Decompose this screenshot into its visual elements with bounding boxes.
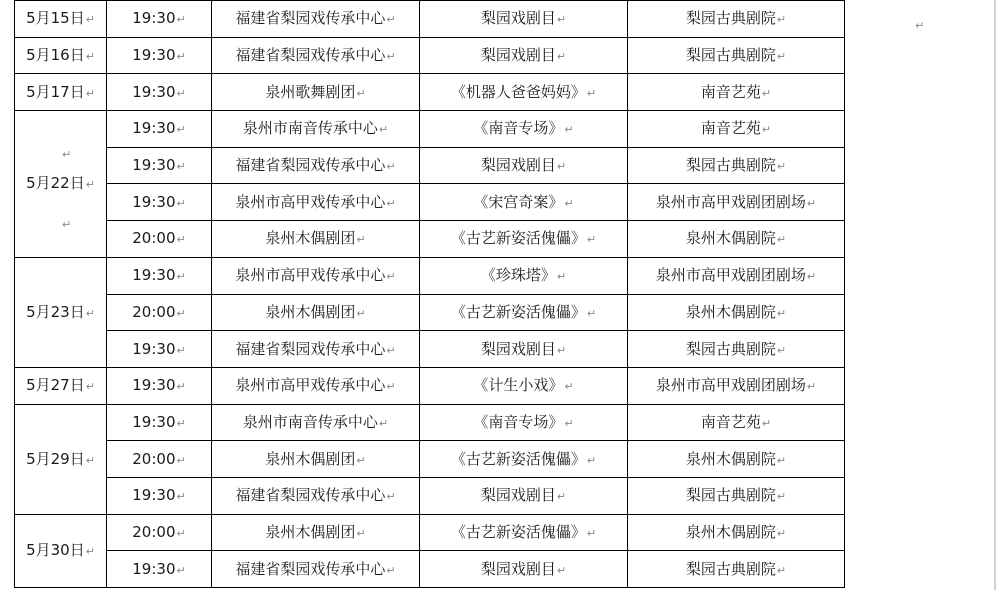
paragraph-mark: ↵ <box>176 86 186 100</box>
troupe-cell-text: 福建省梨园戏传承中心 <box>235 46 386 65</box>
paragraph-mark: ↵ <box>386 343 396 357</box>
paragraph-mark: ↵ <box>776 563 787 577</box>
paragraph-mark: ↵ <box>176 526 186 540</box>
paragraph-mark: ↵ <box>761 86 772 100</box>
time-cell-text: 19:30 <box>132 412 176 431</box>
time-cell <box>107 37 212 74</box>
venue-cell-text: 梨园古典剧院 <box>685 9 776 28</box>
paragraph-mark: ↵ <box>806 270 817 284</box>
venue-cell <box>628 37 845 74</box>
venue-cell-text: 泉州市高甲戏剧团剧场 <box>655 192 806 211</box>
paragraph-mark: ↵ <box>556 270 567 284</box>
program-cell <box>420 331 628 368</box>
paragraph-mark: ↵ <box>176 50 186 64</box>
paragraph-mark: ↵ <box>586 86 597 100</box>
paragraph-mark: ↵ <box>356 526 366 540</box>
program-cell-text: 《古艺新姿活傀儡》 <box>450 302 586 321</box>
program-cell-text: 《珍珠塔》 <box>480 266 556 285</box>
time-cell <box>107 441 212 478</box>
program-cell <box>420 441 628 478</box>
paragraph-mark: ↵ <box>176 233 186 247</box>
time-cell-text: 20:00 <box>132 522 176 541</box>
performance-schedule-table <box>14 0 995 588</box>
troupe-cell-text: 泉州木偶剧团 <box>265 449 356 468</box>
time-cell <box>107 404 212 441</box>
venue-cell <box>628 367 845 404</box>
date-cell <box>15 514 107 587</box>
date-cell-text: 5月23日 <box>26 302 85 321</box>
program-cell <box>420 551 628 588</box>
date-cell <box>15 111 107 258</box>
paragraph-mark: ↵ <box>356 453 366 467</box>
venue-cell <box>628 477 845 514</box>
troupe-cell-text: 泉州木偶剧团 <box>265 522 356 541</box>
paragraph-mark: ↵ <box>776 306 787 320</box>
program-cell-text: 梨园戏剧目 <box>480 486 556 505</box>
program-cell-text: 《古艺新姿活傀儡》 <box>450 522 586 541</box>
paragraph-mark: ↵ <box>85 545 95 559</box>
paragraph-mark: ↵ <box>556 13 567 27</box>
program-cell-text: 梨园戏剧目 <box>480 9 556 28</box>
venue-cell-text: 梨园古典剧院 <box>685 46 776 65</box>
troupe-cell <box>212 221 420 258</box>
paragraph-mark: ↵ <box>356 86 366 100</box>
paragraph-mark: ↵ <box>776 490 787 504</box>
program-cell <box>420 367 628 404</box>
program-cell-text: 梨园戏剧目 <box>480 156 556 175</box>
paragraph-mark: ↵ <box>386 196 396 210</box>
venue-cell-text: 泉州市高甲戏剧团剧场 <box>655 266 806 285</box>
troupe-cell-text: 泉州木偶剧团 <box>265 229 356 248</box>
paragraph-mark: ↵ <box>356 306 366 320</box>
venue-cell-text: 梨园古典剧院 <box>685 559 776 578</box>
paragraph-mark: ↵ <box>806 380 817 394</box>
paragraph-mark: ↵ <box>356 233 366 247</box>
paragraph-mark: ↵ <box>62 218 72 232</box>
paragraph-mark: ↵ <box>776 160 787 174</box>
time-cell <box>107 331 212 368</box>
venue-cell <box>628 294 845 331</box>
venue-cell-text: 梨园古典剧院 <box>685 339 776 358</box>
paragraph-mark: ↵ <box>386 490 396 504</box>
program-cell <box>420 294 628 331</box>
paragraph-mark: ↵ <box>85 50 95 64</box>
venue-cell <box>628 404 845 441</box>
date-cell-text: 5月16日 <box>26 46 85 65</box>
troupe-cell <box>212 551 420 588</box>
time-cell-text: 19:30 <box>132 156 176 175</box>
time-cell-text: 19:30 <box>132 339 176 358</box>
program-cell <box>420 221 628 258</box>
troupe-cell-text: 福建省梨园戏传承中心 <box>235 9 386 28</box>
time-cell-text: 19:30 <box>132 486 176 505</box>
troupe-cell-text: 泉州市南音传承中心 <box>242 119 378 138</box>
time-cell <box>107 257 212 294</box>
program-cell <box>420 1 628 38</box>
paragraph-mark: ↵ <box>586 453 597 467</box>
program-cell <box>420 111 628 148</box>
paragraph-mark: ↵ <box>176 13 186 27</box>
program-cell-text: 梨园戏剧目 <box>480 559 556 578</box>
paragraph-mark: ↵ <box>564 123 574 137</box>
time-cell <box>107 147 212 184</box>
troupe-cell-text: 福建省梨园戏传承中心 <box>235 339 386 358</box>
paragraph-mark: ↵ <box>776 233 787 247</box>
troupe-cell <box>212 1 420 38</box>
venue-cell <box>628 184 845 221</box>
time-cell <box>107 74 212 111</box>
venue-cell-text: 泉州木偶剧院 <box>685 449 776 468</box>
time-cell <box>107 477 212 514</box>
paragraph-mark: ↵ <box>776 343 787 357</box>
date-cell <box>15 74 107 111</box>
paragraph-mark: ↵ <box>564 416 574 430</box>
time-cell-text: 20:00 <box>132 302 176 321</box>
schedule-body <box>15 1 995 588</box>
troupe-cell <box>212 147 420 184</box>
paragraph-mark: ↵ <box>176 123 186 137</box>
paragraph-mark: ↵ <box>378 416 389 430</box>
troupe-cell-text: 福建省梨园戏传承中心 <box>235 486 386 505</box>
venue-cell-text: 梨园古典剧院 <box>685 156 776 175</box>
troupe-cell-text: 福建省梨园戏传承中心 <box>235 559 386 578</box>
paragraph-mark: ↵ <box>386 50 396 64</box>
time-cell <box>107 184 212 221</box>
paragraph-mark: ↵ <box>386 13 396 27</box>
paragraph-mark: ↵ <box>761 416 772 430</box>
paragraph-mark: ↵ <box>176 563 186 577</box>
program-cell <box>420 74 628 111</box>
paragraph-mark: ↵ <box>556 490 567 504</box>
date-cell <box>15 367 107 404</box>
venue-cell <box>628 1 845 38</box>
time-cell-text: 19:30 <box>132 82 176 101</box>
date-cell-text: 5月15日 <box>26 9 85 28</box>
paragraph-mark: ↵ <box>761 123 772 137</box>
time-cell-text: 19:30 <box>132 9 176 28</box>
date-cell-text: 5月29日 <box>26 449 85 468</box>
troupe-cell-text: 福建省梨园戏传承中心 <box>235 156 386 175</box>
troupe-cell-text: 泉州市高甲戏传承中心 <box>235 266 386 285</box>
troupe-cell <box>212 477 420 514</box>
program-cell-text: 《古艺新姿活傀儡》 <box>450 229 586 248</box>
program-cell-text: 梨园戏剧目 <box>480 339 556 358</box>
paragraph-mark: ↵ <box>85 86 95 100</box>
paragraph-mark: ↵ <box>176 343 186 357</box>
paragraph-mark: ↵ <box>176 416 186 430</box>
table-row <box>15 1 995 38</box>
program-cell <box>420 184 628 221</box>
program-cell <box>420 404 628 441</box>
time-cell-text: 20:00 <box>132 229 176 248</box>
paragraph-mark: ↵ <box>176 453 186 467</box>
paragraph-mark: ↵ <box>776 50 787 64</box>
time-cell-text: 19:30 <box>132 376 176 395</box>
program-cell <box>420 147 628 184</box>
troupe-cell <box>212 331 420 368</box>
time-cell <box>107 294 212 331</box>
venue-cell-text: 泉州木偶剧院 <box>685 522 776 541</box>
time-cell <box>107 514 212 551</box>
program-cell-text: 《机器人爸爸妈妈》 <box>450 82 586 101</box>
venue-cell <box>628 551 845 588</box>
troupe-cell <box>212 184 420 221</box>
paragraph-mark: ↵ <box>586 526 597 540</box>
time-cell-text: 19:30 <box>132 559 176 578</box>
program-cell-text: 《南音专场》 <box>473 412 564 431</box>
paragraph-mark: ↵ <box>176 160 186 174</box>
date-cell <box>15 37 107 74</box>
paragraph-mark: ↵ <box>176 490 186 504</box>
paragraph-mark: ↵ <box>586 306 597 320</box>
paragraph-mark: ↵ <box>386 563 396 577</box>
time-cell-text: 19:30 <box>132 192 176 211</box>
paragraph-mark: ↵ <box>556 50 567 64</box>
program-cell-text: 《宋宫奇案》 <box>473 192 564 211</box>
venue-cell <box>628 331 845 368</box>
paragraph-mark: ↵ <box>556 160 567 174</box>
paragraph-mark: ↵ <box>85 380 95 394</box>
paragraph-mark: ↵ <box>176 380 186 394</box>
venue-cell <box>628 514 845 551</box>
troupe-cell <box>212 74 420 111</box>
date-cell <box>15 404 107 514</box>
time-cell <box>107 367 212 404</box>
paragraph-mark: ↵ <box>776 13 787 27</box>
paragraph-mark: ↵ <box>564 380 574 394</box>
paragraph-mark: ↵ <box>586 233 597 247</box>
program-cell <box>420 37 628 74</box>
date-cell <box>15 257 107 367</box>
paragraph-mark: ↵ <box>85 178 95 192</box>
program-cell-text: 《计生小戏》 <box>473 376 564 395</box>
troupe-cell <box>212 367 420 404</box>
date-cell-text: 5月30日 <box>26 541 85 560</box>
program-cell-text: 梨园戏剧目 <box>480 46 556 65</box>
time-cell-text: 19:30 <box>132 119 176 138</box>
program-cell-text: 《古艺新姿活傀儡》 <box>450 449 586 468</box>
paragraph-mark: ↵ <box>556 563 567 577</box>
paragraph-mark: ↵ <box>85 306 95 320</box>
paragraph-mark: ↵ <box>564 196 574 210</box>
date-cell-text: 5月17日 <box>26 82 85 101</box>
troupe-cell <box>212 257 420 294</box>
venue-cell-text: 泉州木偶剧院 <box>685 229 776 248</box>
paragraph-mark: ↵ <box>386 380 396 394</box>
troupe-cell <box>212 294 420 331</box>
paragraph-mark: ↵ <box>915 18 925 32</box>
troupe-cell <box>212 37 420 74</box>
troupe-cell <box>212 111 420 148</box>
paragraph-mark: ↵ <box>176 196 186 210</box>
paragraph-mark: ↵ <box>85 13 95 27</box>
paragraph-mark: ↵ <box>556 343 567 357</box>
date-cell-text: 5月22日 <box>26 174 85 193</box>
venue-cell <box>628 221 845 258</box>
paragraph-mark: ↵ <box>386 270 396 284</box>
time-cell-text: 19:30 <box>132 266 176 285</box>
troupe-cell <box>212 514 420 551</box>
paragraph-mark: ↵ <box>776 453 787 467</box>
notes-column <box>845 1 995 588</box>
time-cell <box>107 1 212 38</box>
date-cell-text: 5月27日 <box>26 376 85 395</box>
troupe-cell-text: 泉州市高甲戏传承中心 <box>235 192 386 211</box>
date-cell <box>15 1 107 38</box>
troupe-cell-text: 泉州市高甲戏传承中心 <box>235 376 386 395</box>
paragraph-mark: ↵ <box>62 148 72 162</box>
venue-cell-text: 南音艺苑 <box>700 412 761 431</box>
venue-cell-text: 梨园古典剧院 <box>685 486 776 505</box>
troupe-cell <box>212 404 420 441</box>
program-cell <box>420 477 628 514</box>
paragraph-mark: ↵ <box>378 123 389 137</box>
time-cell-text: 20:00 <box>132 449 176 468</box>
troupe-cell-text: 泉州市南音传承中心 <box>242 412 378 431</box>
paragraph-mark: ↵ <box>806 196 817 210</box>
troupe-cell-text: 泉州木偶剧团 <box>265 302 356 321</box>
venue-cell-text: 泉州市高甲戏剧团剧场 <box>655 376 806 395</box>
paragraph-mark: ↵ <box>176 270 186 284</box>
paragraph-mark: ↵ <box>776 526 787 540</box>
venue-cell <box>628 441 845 478</box>
paragraph-mark: ↵ <box>176 306 186 320</box>
troupe-cell-text: 泉州歌舞剧团 <box>265 82 356 101</box>
troupe-cell <box>212 441 420 478</box>
time-cell <box>107 111 212 148</box>
time-cell <box>107 551 212 588</box>
program-cell <box>420 514 628 551</box>
venue-cell-text: 南音艺苑 <box>700 119 761 138</box>
program-cell <box>420 257 628 294</box>
venue-cell <box>628 257 845 294</box>
paragraph-mark: ↵ <box>386 160 396 174</box>
venue-cell-text: 泉州木偶剧院 <box>685 302 776 321</box>
time-cell <box>107 221 212 258</box>
time-cell-text: 19:30 <box>132 46 176 65</box>
venue-cell <box>628 111 845 148</box>
paragraph-mark: ↵ <box>85 453 95 467</box>
venue-cell-text: 南音艺苑 <box>700 82 761 101</box>
venue-cell <box>628 147 845 184</box>
venue-cell <box>628 74 845 111</box>
program-cell-text: 《南音专场》 <box>473 119 564 138</box>
